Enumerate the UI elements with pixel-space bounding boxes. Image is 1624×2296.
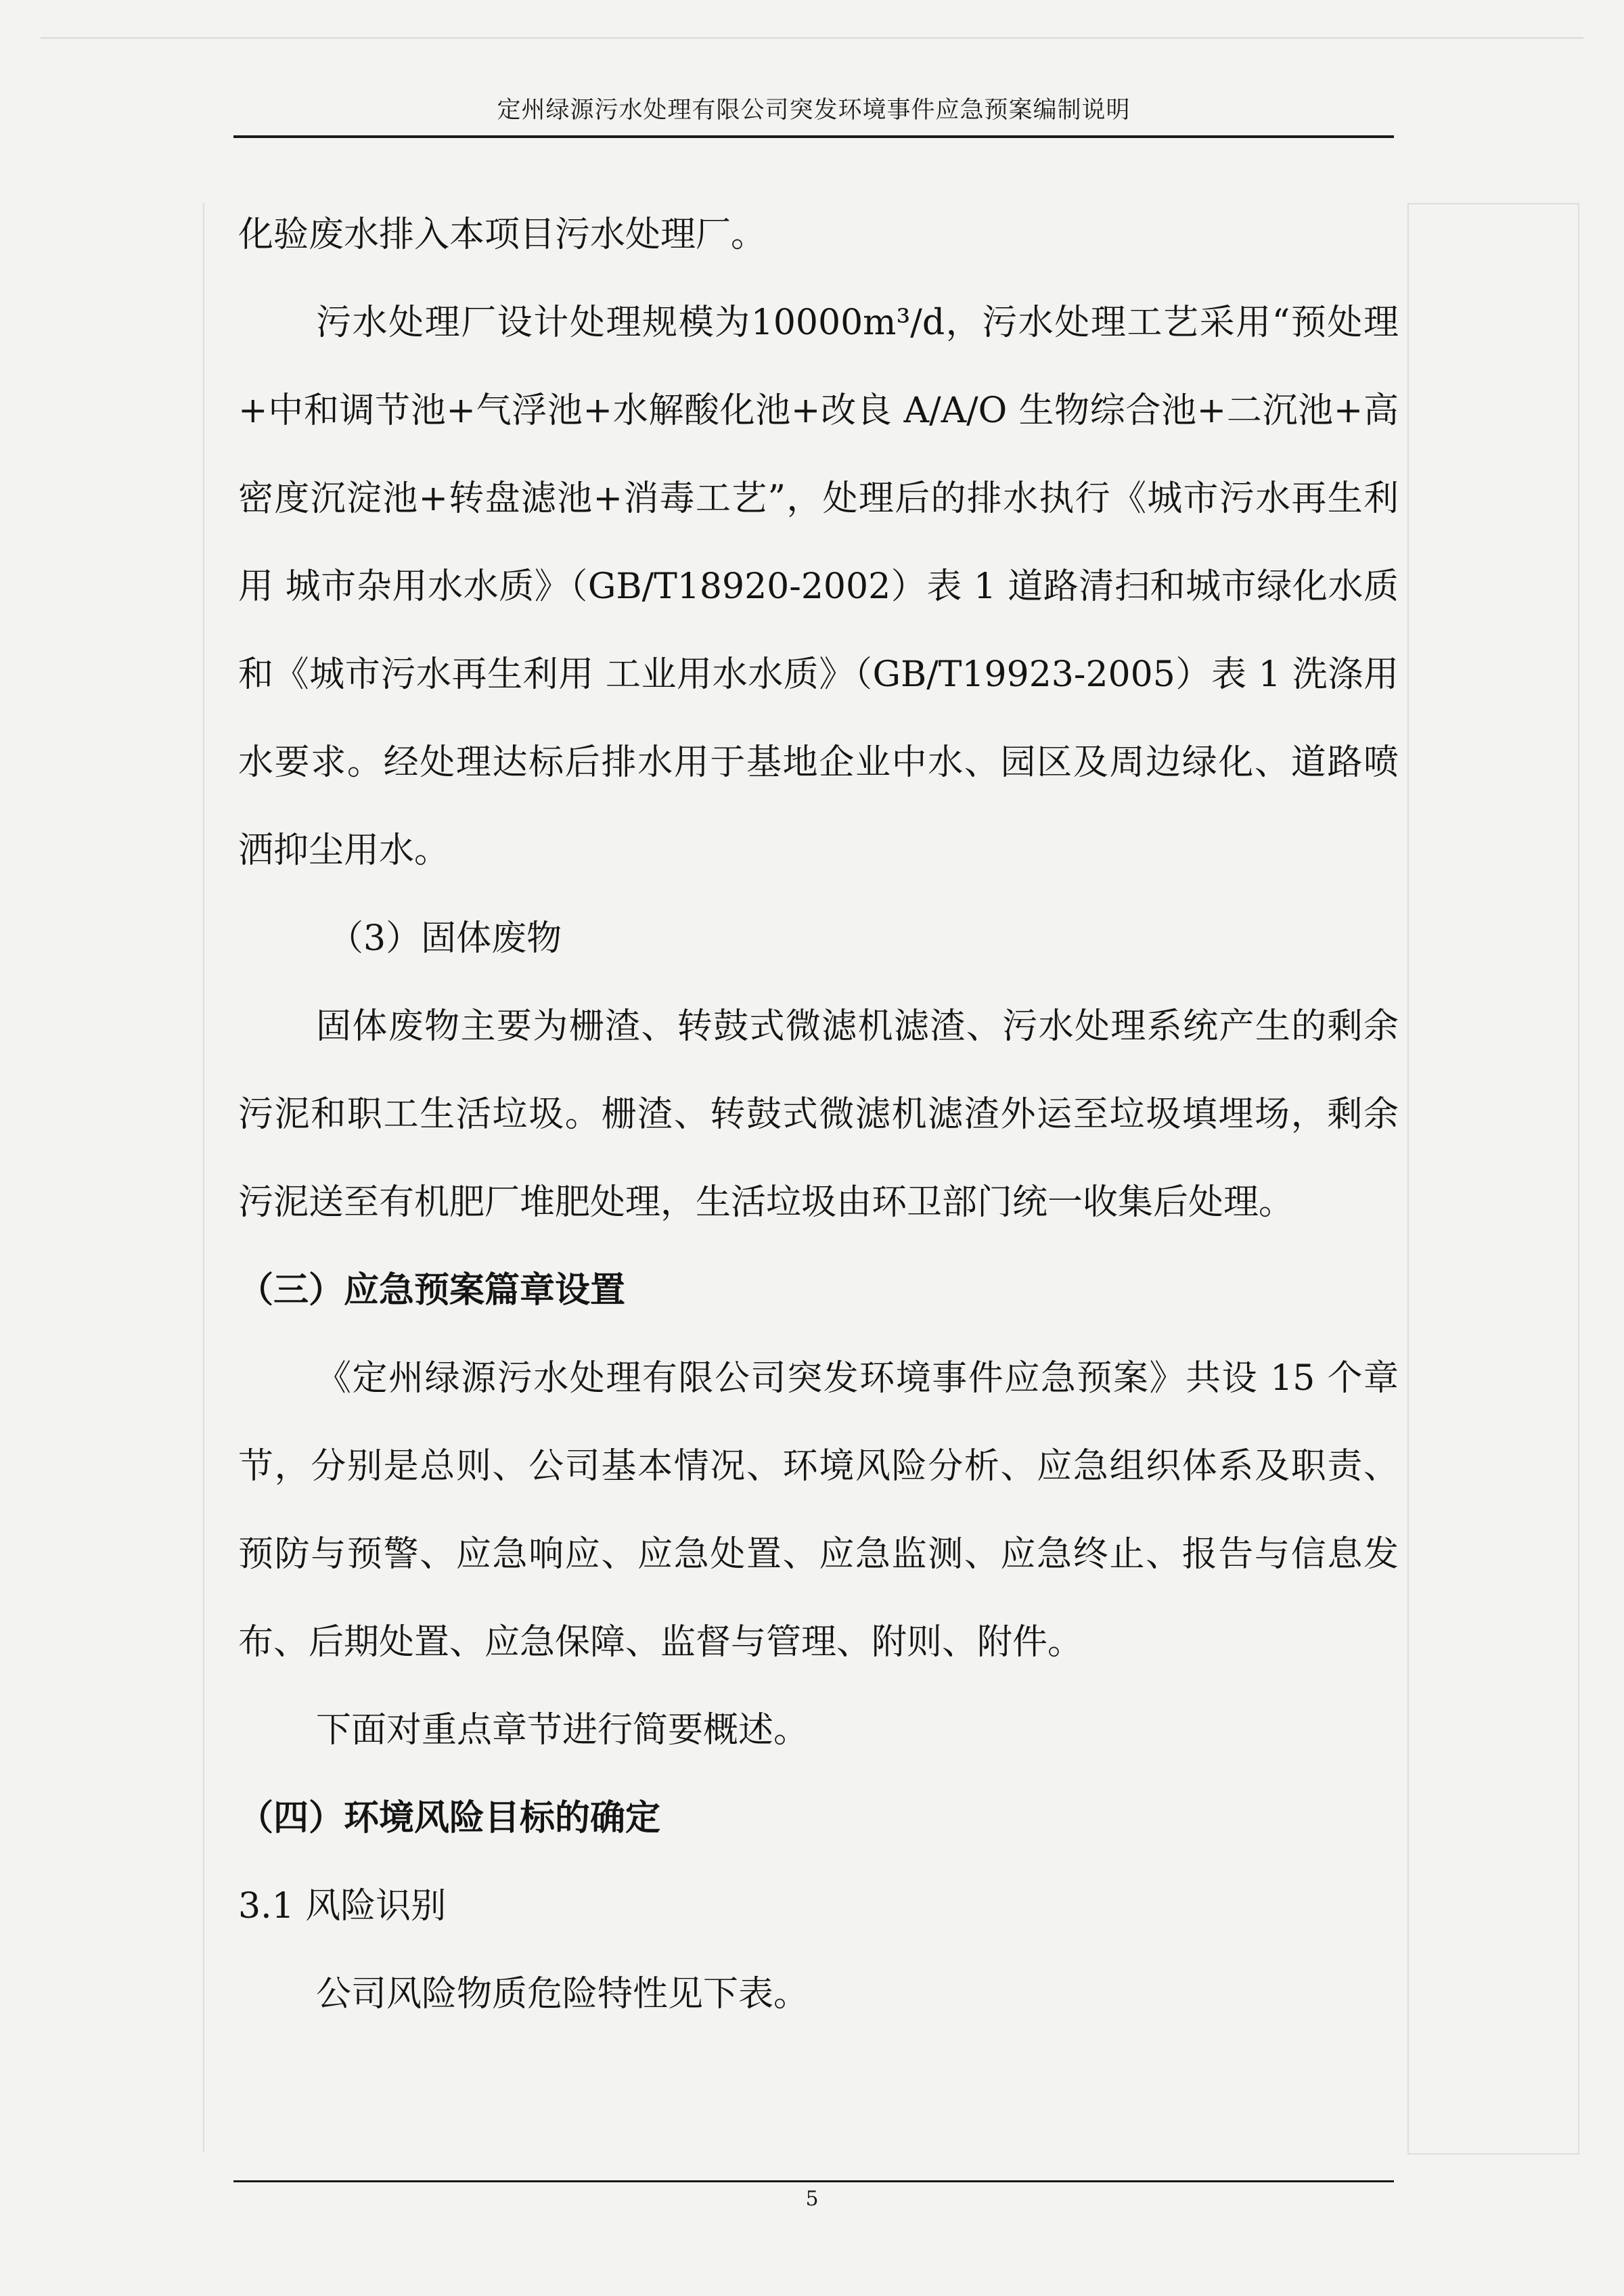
footer-rule: [233, 2180, 1394, 2182]
paragraph: 公司风险物质危险特性见下表。: [316, 1974, 809, 2014]
page-header-title: 定州绿源污水处理有限公司突发环境事件应急预案编制说明: [497, 97, 1131, 124]
paragraph: 《定州绿源污水处理有限公司突发环境事件应急预案》共设 15 个章节，分别是总则、公司基本情况、环境风险分析、应急组织体系及职责、预防与预警、应急响应、应急处置、应急监测、应急终止、报告与信息发布、后期处置、应急保障、监督与管理、附则、附件。: [238, 1358, 1399, 1663]
scan-artifact-box: [189, 203, 204, 2152]
document-body: [238, 191, 1399, 2038]
paragraph: 化验废水排入本项目污水处理厂。: [238, 215, 767, 255]
section-heading: （四）环境风险目标的确定: [238, 1798, 661, 1839]
scan-artifact-line: [41, 37, 1583, 39]
page-number: 5: [805, 2187, 819, 2211]
paragraph: 污水处理厂设计处理规模为10000m³/d，污水处理工艺采用“预处理+中和调节池+气浮池+水解酸化池+改良 A/A/O 生物综合池+二沉池+高密度沉淀池+转盘滤池+消毒工艺”，处理后的排水执行《城市污水再生利用 城市杂用水水质》（GB/T18920-2002）表 1 道路清扫和城市绿化水质和《城市污水再生利用 工业用水水质》（GB/T19923-2005）表 1 洗涤用水要求。经处理达标后排水用于基地企业中水、园区及周边绿化、道路喷洒抑尘用水。: [238, 302, 1399, 871]
subsection-label: 3.1 风险识别: [238, 1886, 447, 1927]
subsection-label: （3）固体废物: [328, 918, 562, 959]
header-rule: [233, 135, 1394, 138]
paragraph: 下面对重点章节进行简要概述。: [316, 1710, 809, 1751]
scan-artifact-box: [1407, 203, 1579, 2155]
section-heading: （三）应急预案篇章设置: [238, 1270, 626, 1311]
paragraph: 固体废物主要为栅渣、转鼓式微滤机滤渣、污水处理系统产生的剩余污泥和职工生活垃圾。栅渣、转鼓式微滤机滤渣外运至垃圾填埋场，剩余污泥送至有机肥厂堆肥处理，生活垃圾由环卫部门统一收集后处理。: [238, 1006, 1399, 1223]
